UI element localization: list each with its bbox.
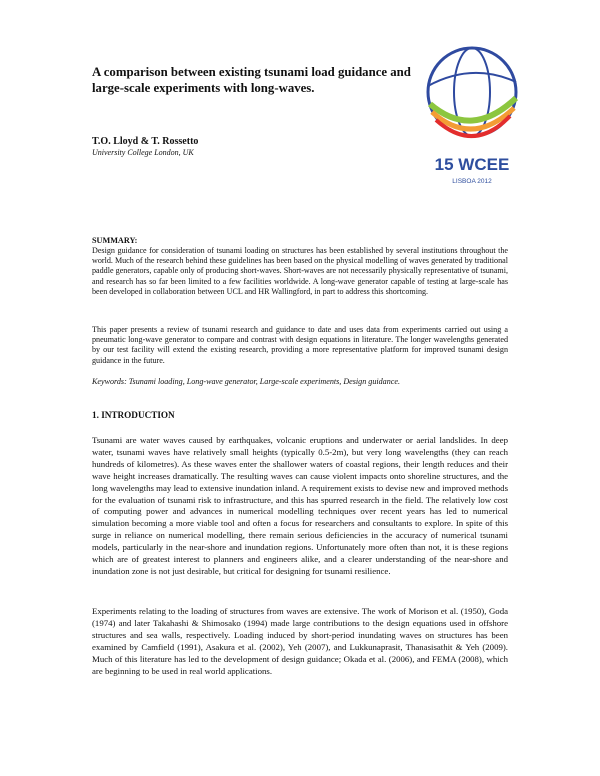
section-heading-introduction: 1. INTRODUCTION [92,410,175,420]
paper-affiliation: University College London, UK [92,148,194,157]
summary-heading: SUMMARY: [92,236,138,245]
intro-paragraph-2 [92,606,508,677]
summary-paragraph-2 [92,325,508,366]
keywords: Keywords: Tsunami loading, Long-wave generator, Large-scale experiments, Design guidance. [92,377,400,386]
wcee-globe-logo [418,42,526,192]
intro-text-2: Experiments relating to the loading of structures from waves are extensive. The work of Morison et al. (1950), Goda (1974) and later Takahashi & Shimosako (1994) made large contributions to the design equations used in offshore structures and sea walls, respectively. Loading induced by short-period inundating waves on structures has been examined by Camfield (1991), Asakura et al. (2002), Yeh (2007), and Lukkunaprasit, Thanasisathit & Yeh (2009). Much of this literature has led to the development of design guidance; Okada et al. (2006), and FEMA (2008), which are beginning to be used in real world applications. [92,606,508,676]
globe-arc-blue [428,73,516,86]
conference-logo [418,42,526,192]
paper-title: A comparison between existing tsunami load guidance and large-scale experiments with long-waves. [92,65,411,95]
summary-paragraph-1 [92,246,508,297]
intro-paragraph-1 [92,435,508,578]
logo-subtitle: LISBOA 2012 [452,178,492,185]
intro-text-1: Tsunami are water waves caused by earthquakes, volcanic eruptions and underwater or aerial landslides. In deep water, tsunami waves have relatively small heights (typically 0.5-2m), but very long wavelengths (they can reach hundreds of kilometres). As these waves enter the shallower waters of coastal regions, their length reduces and their wave height increases dramatically. The resulting waves can cause violent impacts onto shoreline structures, and the long wavelengths may lead to extensive inundation inland. A requirement exists to devise new and improved methods for the evaluation of tsunami risk to infrastructure, and this has spurred research in the field. The relatively low cost of computing power and advances in numerical modelling techniques over recent years has led to numerical simulation becoming a more viable tool and often a focus for researchers and consultants to explore. In spite of this surge in reliance on numerical modelling, there remain serious deficiencies in the accuracy of numerical tsunami models, particularly in the near-shore and inundation regions. Unfortunately more often than not, it is these regions which are of greatest interest to planners and engineers alike, and a clearer understanding of the near-shore and inundation zone is not just desirable, but critical for designing for tsunami resilience. [92,435,508,576]
paper-authors: T.O. Lloyd & T. Rossetto [92,136,199,147]
summary-text-1: Design guidance for consideration of tsunami loading on structures has been established by several institutions throughout the world. Much of the research behind these guidelines has been based on the physical modelling of waves generated by traditional paddle generators, capable only of producing short-waves. Short-waves are not necessarily physically representative of tsunami, and research has so far been limited to a few facilities worldwide. A long-wave generator capable of testing at large-scale has been developed in collaboration between UCL and HR Wallingford, in part to address this shortcoming. [92,246,508,296]
summary-text-2: This paper presents a review of tsunami research and guidance to date and uses data from experiments carried out using a pneumatic long-wave generator to compare and contrast with design equations in literature. The longer wavelengths generated by our test facility will extend the existing research, providing a more representative platform for improved tsunami design guidance in the future. [92,325,508,365]
logo-name: 15 WCEE [434,155,510,174]
